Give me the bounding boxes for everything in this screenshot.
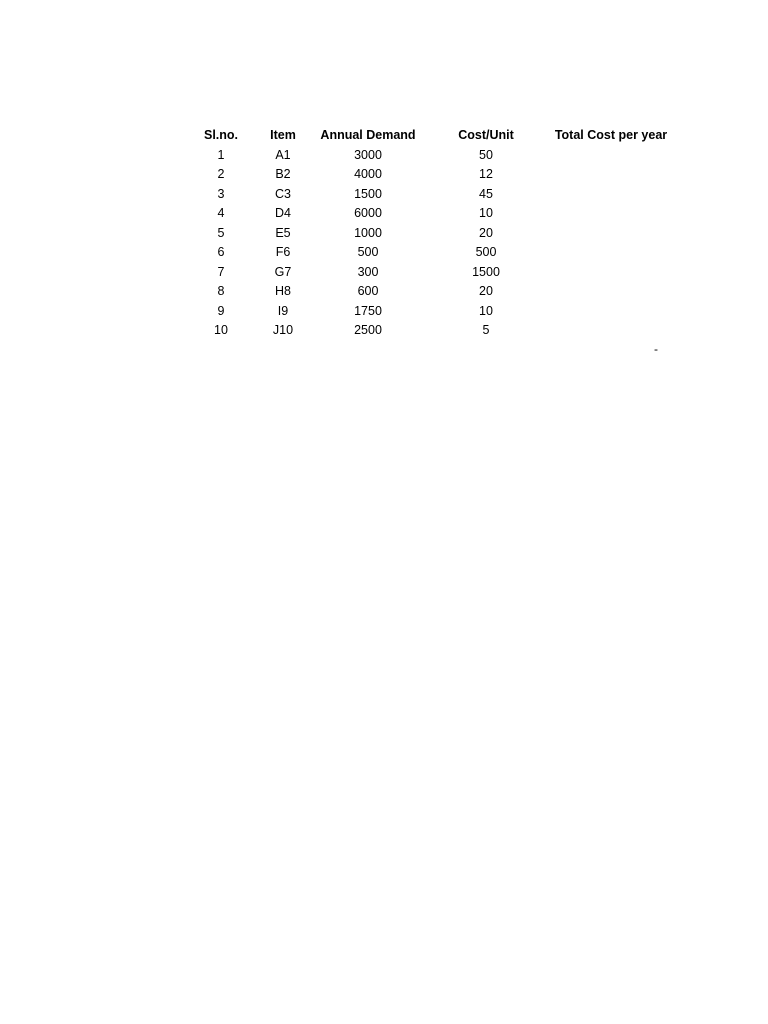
- header-cost-per-unit: Cost/Unit: [458, 128, 514, 142]
- cell-item: E5: [275, 225, 291, 240]
- cell-cost-per-unit: 20: [479, 225, 493, 240]
- header-annual-demand: Annual Demand: [320, 128, 416, 142]
- cell-annual-demand: 6000: [354, 206, 382, 220]
- table-row: [190, 165, 680, 185]
- cell-slno: 7: [217, 264, 225, 279]
- cell-item: B2: [275, 167, 291, 181]
- header-total-cost-per-year: Total Cost per year: [554, 128, 668, 142]
- cell-item: C3: [275, 186, 291, 201]
- header-item: Item: [270, 128, 296, 142]
- cell-slno: 5: [217, 225, 225, 240]
- header-slno: Sl.no.: [203, 128, 239, 142]
- cell-cost-per-unit: 10: [479, 303, 493, 318]
- table-row: [190, 302, 680, 322]
- cell-annual-demand: 1500: [354, 186, 382, 201]
- cell-cost-per-unit: 500: [475, 245, 497, 259]
- cell-item: G7: [274, 264, 292, 279]
- cell-annual-demand: 1750: [354, 303, 382, 318]
- cell-item: J10: [272, 323, 294, 337]
- cell-annual-demand: 3000: [354, 147, 382, 162]
- cell-slno: 2: [217, 167, 225, 181]
- cell-annual-demand: 300: [357, 264, 379, 279]
- cell-annual-demand: 2500: [354, 323, 382, 337]
- cell-cost-per-unit: 1500: [472, 264, 500, 279]
- cell-item: H8: [275, 284, 291, 298]
- cell-slno: 1: [217, 147, 225, 162]
- cell-slno: 9: [217, 303, 225, 318]
- cell-slno: 3: [217, 186, 225, 201]
- cell-slno: 4: [217, 206, 225, 220]
- cell-item: I9: [277, 303, 289, 318]
- cell-cost-per-unit: 45: [479, 186, 493, 201]
- cell-cost-per-unit: 12: [479, 167, 493, 181]
- cell-annual-demand: 4000: [354, 167, 382, 181]
- cell-item: D4: [275, 206, 291, 220]
- cell-cost-per-unit: 20: [479, 284, 493, 298]
- cell-annual-demand: 600: [357, 284, 379, 298]
- table-row: [190, 282, 680, 302]
- trailing-dash-mark: -: [654, 342, 658, 356]
- table-row: [190, 224, 680, 244]
- cell-cost-per-unit: 50: [479, 147, 493, 162]
- cell-item: A1: [275, 147, 291, 162]
- cell-cost-per-unit: 10: [479, 206, 493, 220]
- cell-item: F6: [275, 245, 291, 259]
- data-table: [190, 126, 680, 341]
- cell-cost-per-unit: 5: [482, 323, 490, 337]
- table-row: [190, 204, 680, 224]
- cell-slno: 10: [214, 323, 228, 337]
- table-row: [190, 146, 680, 166]
- table-row: [190, 243, 680, 263]
- table-row: [190, 185, 680, 205]
- table-header-row: [190, 126, 680, 146]
- cell-annual-demand: 500: [357, 245, 379, 259]
- table-row: [190, 321, 680, 341]
- cell-annual-demand: 1000: [354, 225, 382, 240]
- table-row: [190, 263, 680, 283]
- cell-slno: 8: [217, 284, 225, 298]
- cell-slno: 6: [217, 245, 225, 259]
